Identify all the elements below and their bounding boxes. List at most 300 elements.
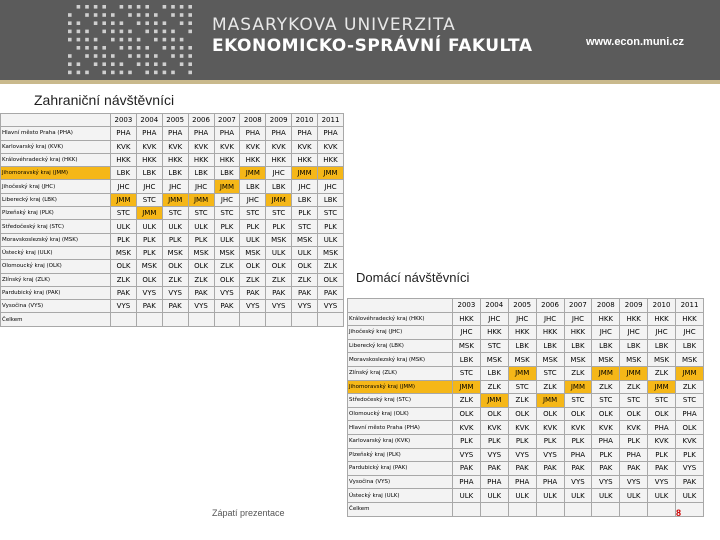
logo-dot [180,54,184,58]
table-cell: PLK [536,434,564,448]
header-rule [0,80,720,84]
logo-dot [77,62,81,66]
table-cell: ULK [620,489,648,503]
table-cell: OLK [240,260,266,273]
logo-dot [94,21,98,25]
table-cell: JMM [648,380,676,394]
table-cell: HKK [318,153,344,166]
logo-dot [145,30,149,34]
table-cell: PHA [676,407,704,421]
logo-dot [111,21,115,25]
table-cell: ZLK [508,394,536,408]
table-cell: PAK [111,286,137,299]
logo-dot [111,54,115,58]
table-cell: ZLK [266,273,292,286]
table-cell: MSK [508,353,536,367]
table-cell: VYS [508,448,536,462]
region-label: Karlovarský kraj (KVK) [348,434,453,448]
year-header: 2003 [111,114,137,127]
logo-dot [68,13,72,17]
table-cell [592,502,620,516]
table-cell: MSK [676,353,704,367]
table-cell: LBK [111,167,137,180]
table-cell: KVK [111,140,137,153]
table-cell: JHC [536,312,564,326]
logo-dot [171,13,175,17]
table-cell: PAK [292,286,318,299]
table-cell: PHA [592,434,620,448]
table-row [348,434,704,448]
table-cell: HKK [136,153,162,166]
table-cell: HKK [214,153,240,166]
table-cell: JMM [620,366,648,380]
table-cell: OLK [266,260,292,273]
table-cell: PAK [508,462,536,476]
year-header: 2011 [676,299,704,313]
logo-dot [163,5,167,9]
year-header: 2006 [536,299,564,313]
logo-dot [111,13,115,17]
table-cell: JMM [508,366,536,380]
year-header: 2008 [592,299,620,313]
table-cell: PLK [676,448,704,462]
table-cell: ULK [592,489,620,503]
logo-dot [85,5,89,9]
logo-dot [128,46,132,50]
logo-dot [102,46,106,50]
logo-dot [188,13,192,17]
logo-dot [163,62,167,66]
table-cell: ULK [648,489,676,503]
table-cell: ULK [136,220,162,233]
table-cell: STC [292,220,318,233]
table-cell: PLK [136,233,162,246]
table-cell: JMM [136,207,162,220]
table-cell: JHC [111,180,137,193]
logo-dot [128,71,132,75]
logo-dot [180,5,184,9]
region-label: Zlínský kraj (ZLK) [348,366,453,380]
table-cell: PHA [111,127,137,140]
table-cell: STC [266,207,292,220]
table-cell: MSK [188,246,214,259]
region-label: Čelkem [348,502,453,516]
table-row [348,339,704,353]
table-cell: ZLK [111,273,137,286]
table-cell: OLK [188,260,214,273]
table-cell: OLK [564,407,592,421]
header-corner [1,114,111,127]
table-cell: VYS [620,475,648,489]
table-cell: VYS [480,448,508,462]
table-cell: KVK [188,140,214,153]
logo-dot [120,46,124,50]
logo-dot [171,30,175,34]
table-cell: KVK [136,140,162,153]
logo-dot [77,21,81,25]
table-cell: HKK [592,312,620,326]
logo-dot [68,38,72,42]
logo-dot [68,62,72,66]
table-cell: JHC [648,326,676,340]
logo-dot [188,5,192,9]
table-cell: JMM [240,167,266,180]
table-cell: STC [453,366,481,380]
table-cell: OLK [111,260,137,273]
table-cell: KVK [536,421,564,435]
table-cell: PAK [162,300,188,313]
logo-dot [85,54,89,58]
table-cell: LBK [620,339,648,353]
logo-dot [154,54,158,58]
logo-dot [137,62,141,66]
table-cell: HKK [188,153,214,166]
table-cell: VYS [536,448,564,462]
table-cell: LBK [453,353,481,367]
logo-dot [68,21,72,25]
logo-dot [120,38,124,42]
table-cell: OLK [162,260,188,273]
table-cell: JMM [318,167,344,180]
table-cell: LBK [592,339,620,353]
table-cell: ULK [508,489,536,503]
logo-dot [77,71,81,75]
table-cell: STC [188,207,214,220]
table-row [348,366,704,380]
region-label: Plzeňský kraj (PLK) [1,207,111,220]
table-cell: PLK [136,246,162,259]
table-cell: STC [676,394,704,408]
table-cell: PLK [214,220,240,233]
table-cell: LBK [136,167,162,180]
table-cell: JHC [266,167,292,180]
table-cell: JHC [453,326,481,340]
year-header: 2007 [214,114,240,127]
table-cell: PHA [480,475,508,489]
table-cell: STC [648,394,676,408]
website-link[interactable]: www.econ.muni.cz [586,36,684,48]
table-cell: HKK [453,312,481,326]
footer-text: Zápatí prezentace [212,508,285,518]
table-cell: ULK [266,246,292,259]
table-cell: ZLK [240,273,266,286]
table-cell: LBK [508,339,536,353]
table-cell: PLK [111,233,137,246]
table-cell: HKK [480,326,508,340]
region-label: Středočeský kraj (STC) [348,394,453,408]
table-row [1,273,344,286]
table-row [1,300,344,313]
logo-dot [120,30,124,34]
table-cell: LBK [162,167,188,180]
table-cell: HKK [508,326,536,340]
logo-dot [163,38,167,42]
table-cell [188,313,214,326]
table-cell: PLK [266,220,292,233]
table-cell: PAK [266,286,292,299]
table-cell: OLK [620,407,648,421]
table-row [1,220,344,233]
logo-dot [85,13,89,17]
table-cell: JHC [188,180,214,193]
table-cell: PLK [292,207,318,220]
table-cell: PHA [240,127,266,140]
table-cell: MSK [453,339,481,353]
table-row [348,326,704,340]
table-cell: LBK [240,180,266,193]
region-label: Zlínský kraj (ZLK) [1,273,111,286]
table-cell: PHA [620,448,648,462]
university-name: MASARYKOVA UNIVERZITA [212,15,456,35]
table-cell: LBK [266,180,292,193]
year-header: 2004 [136,114,162,127]
table-cell: VYS [318,300,344,313]
table-cell: MSK [648,353,676,367]
logo-dot [85,30,89,34]
logo-dot [120,62,124,66]
table-cell: PAK [676,475,704,489]
logo-dot [171,54,175,58]
table-cell: ULK [676,489,704,503]
table-cell [292,313,318,326]
table-row [1,207,344,220]
table-cell [648,502,676,516]
logo-dot [154,13,158,17]
logo-dot [137,38,141,42]
table-cell: KVK [214,140,240,153]
year-header: 2007 [564,299,592,313]
logo-dot [154,71,158,75]
logo-dot [180,38,184,42]
region-label: Liberecký kraj (LBK) [348,339,453,353]
table-cell [240,313,266,326]
table-cell: OLK [453,407,481,421]
logo-dot [77,5,81,9]
table-cell: KVK [162,140,188,153]
logo-dot [171,46,175,50]
logo-dot [180,62,184,66]
logo-dot [180,21,184,25]
table-cell: JMM [676,366,704,380]
table-cell: HKK [240,153,266,166]
table-row [1,140,344,153]
logo-dot [120,5,124,9]
table-cell [536,502,564,516]
logo-dot [111,71,115,75]
table-row [1,153,344,166]
table-cell: JHC [564,312,592,326]
year-header: 2005 [508,299,536,313]
table-cell: STC [136,193,162,206]
logo-dot [120,71,124,75]
table-cell: ZLK [620,380,648,394]
logo-dot [128,30,132,34]
logo-dot [128,38,132,42]
table-cell: MSK [318,246,344,259]
table-cell: KVK [508,421,536,435]
logo-dot [145,13,149,17]
logo-dot [154,62,158,66]
table-cell: STC [240,207,266,220]
region-label: Vysočina (VYS) [348,475,453,489]
table-row [1,286,344,299]
table-cell: OLK [536,407,564,421]
table-cell [620,502,648,516]
table-cell: OLK [648,407,676,421]
logo-dot [154,21,158,25]
table-cell: STC [480,339,508,353]
logo-dot [180,46,184,50]
table-cell: ULK [188,220,214,233]
foreign-visitors-table [0,113,344,327]
logo-dot [68,71,72,75]
table-cell: VYS [676,462,704,476]
logo-dot [68,30,72,34]
table-cell: PLK [480,434,508,448]
table-cell: ZLK [318,260,344,273]
table-cell [162,313,188,326]
logo-dot [102,21,106,25]
logo-dot [120,21,124,25]
table-cell: PAK [536,462,564,476]
table-cell: PHA [453,475,481,489]
table-row [1,233,344,246]
region-label: Čelkem [1,313,111,326]
table-cell: STC [592,394,620,408]
table-cell: PLK [508,434,536,448]
table-cell: PLK [162,233,188,246]
table-cell: JMM [188,193,214,206]
region-label: Ústecký kraj (ULK) [348,489,453,503]
table-cell: VYS [214,286,240,299]
logo-dot [77,38,81,42]
table-cell: OLK [592,407,620,421]
logo-dot [128,5,132,9]
table-cell: VYS [453,448,481,462]
year-header: 2009 [266,114,292,127]
table-cell: ULK [480,489,508,503]
logo-dot [163,71,167,75]
logo-dot [163,46,167,50]
table-cell: LBK [188,167,214,180]
table-cell: OLK [676,421,704,435]
table-cell: ZLK [188,273,214,286]
table-cell: OLK [508,407,536,421]
table-cell: PHA [648,421,676,435]
table-cell: VYS [592,475,620,489]
logo-dot [180,13,184,17]
year-header: 2010 [648,299,676,313]
table-cell: ZLK [676,380,704,394]
table-cell: STC [564,394,592,408]
table-cell: PLK [592,448,620,462]
logo-dot [111,62,115,66]
table-cell [453,502,481,516]
table-cell [564,502,592,516]
table-cell: ZLK [453,394,481,408]
logo-dot [171,5,175,9]
table-cell: ZLK [162,273,188,286]
table-row [1,167,344,180]
table-row [1,127,344,140]
table-cell: PHA [266,127,292,140]
table-cell: HKK [266,153,292,166]
domestic-visitors-table [347,298,704,517]
header-banner [0,0,720,80]
table-cell [214,313,240,326]
year-header: 2006 [188,114,214,127]
table-row [348,475,704,489]
logo-dot [171,71,175,75]
table-cell: PHA [188,127,214,140]
table-cell: MSK [214,246,240,259]
table-cell: PAK [480,462,508,476]
table-cell: STC [508,380,536,394]
table-cell: KVK [620,421,648,435]
logo-dot [163,21,167,25]
table-cell: MSK [536,353,564,367]
table-cell: PAK [564,462,592,476]
region-label: Ústecký kraj (ULK) [1,246,111,259]
table-row [348,312,704,326]
table-cell: VYS [188,300,214,313]
table-cell: KVK [592,421,620,435]
table-cell: PAK [592,462,620,476]
table-cell: PAK [188,286,214,299]
table-cell: PLK [648,448,676,462]
table-cell: JMM [536,394,564,408]
logo-dot [85,46,89,50]
table-cell: HKK [676,312,704,326]
region-label: Hlavní město Praha (PHA) [1,127,111,140]
logo-dot [145,62,149,66]
table-cell: STC [620,394,648,408]
table-cell: JHC [214,193,240,206]
table-cell: KVK [480,421,508,435]
logo-dot [102,71,106,75]
logo-dot [137,5,141,9]
year-header: 2008 [240,114,266,127]
table-row [1,180,344,193]
logo-dot [68,54,72,58]
table-cell: ULK [214,233,240,246]
table-cell: STC [536,366,564,380]
table-cell: JHC [620,326,648,340]
logo-dot [163,30,167,34]
table-cell: STC [162,207,188,220]
slide-title: Zahraniční návštěvníci [34,92,175,108]
table-cell: PHA [214,127,240,140]
table-cell: PHA [564,448,592,462]
table-cell: JHC [592,326,620,340]
table-cell: LBK [648,339,676,353]
table-cell: OLK [136,273,162,286]
logo-dot [145,21,149,25]
table-cell: JHC [508,312,536,326]
table-cell: ZLK [214,260,240,273]
table-cell: LBK [318,193,344,206]
table-cell: STC [318,207,344,220]
logo-dot [188,46,192,50]
table-cell: KVK [648,434,676,448]
region-label: Jihomoravský kraj (JMM) [1,167,111,180]
logo-dot [77,46,81,50]
table-cell: KVK [564,421,592,435]
logo-dot [188,62,192,66]
table-cell: ZLK [536,380,564,394]
logo-dot [94,46,98,50]
table-cell: ULK [564,489,592,503]
